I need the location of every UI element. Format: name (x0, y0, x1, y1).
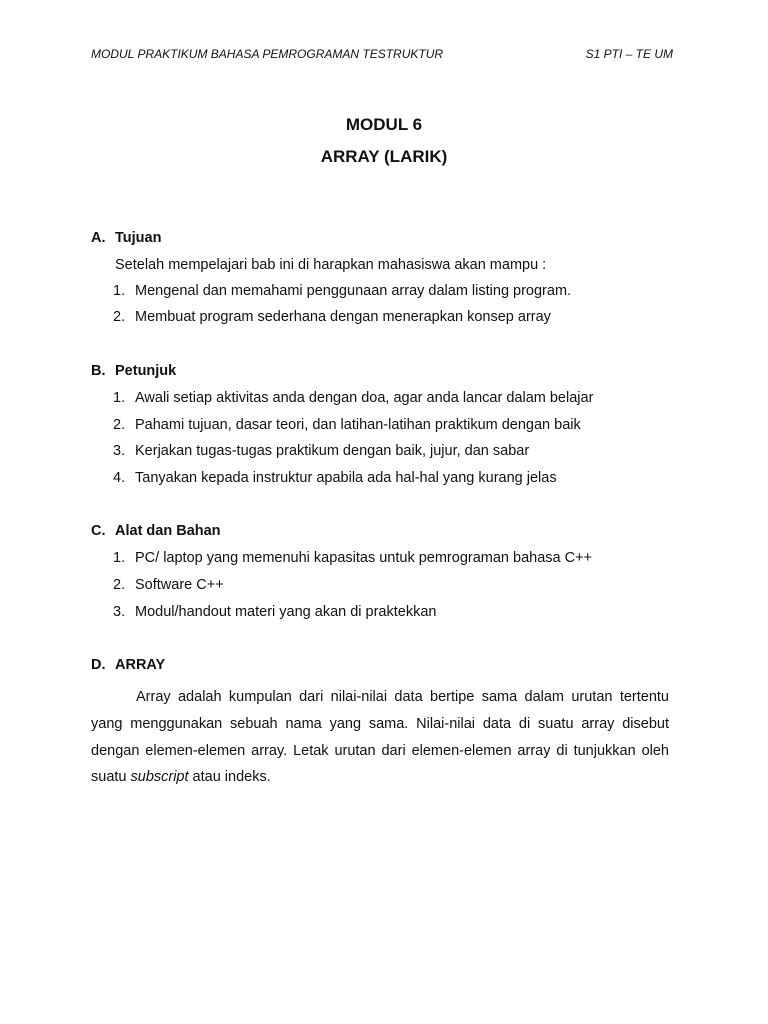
list-number: 3. (113, 443, 126, 459)
header-program-label: S1 PTI – TE UM (585, 47, 673, 61)
list-item (113, 441, 529, 461)
list-number: 1. (113, 283, 126, 299)
list-number: 3. (113, 604, 126, 620)
section-heading-text: ARRAY (115, 657, 166, 673)
header-module-title: MODUL PRAKTIKUM BAHASA PEMROGRAMAN TESTRUKTUR (91, 47, 444, 61)
list-text: Pahami tujuan, dasar teori, dan latihan-latihan praktikum dengan baik (135, 417, 581, 433)
section-heading (91, 228, 671, 248)
paragraph-text: Array adalah kumpulan dari nilai-nilai data bertipe sama dalam urutan tertentu yang menggunakan sebuah nama yang sama. Nilai-nilai data di suatu array disebut dengan elemen-elemen array. Letak urutan dari elemen-elemen array di tunjukkan oleh suatu (91, 689, 669, 786)
section-heading (91, 655, 671, 675)
list-item (113, 602, 436, 622)
list-item (113, 548, 592, 568)
section-array (91, 655, 671, 675)
section-heading (91, 361, 671, 381)
module-number-title: MODUL 6 (345, 115, 423, 134)
section-intro: Setelah mempelajari bab ini di harapkan mahasiswa akan mampu : (115, 257, 547, 273)
section-letter: C. (91, 523, 106, 539)
section-letter: D. (91, 657, 106, 673)
list-item (113, 575, 224, 595)
section-heading (91, 521, 671, 541)
list-text: Tanyakan kepada instruktur apabila ada hal-hal yang kurang jelas (135, 470, 557, 486)
section-letter: A. (91, 230, 106, 246)
section-letter: B. (91, 363, 106, 379)
list-text: Modul/handout materi yang akan di praktekkan (135, 604, 437, 620)
list-item (113, 388, 593, 408)
list-item (113, 468, 557, 488)
list-text: Software C++ (135, 577, 224, 593)
running-header (91, 47, 673, 63)
list-number: 2. (113, 309, 126, 325)
list-text: Kerjakan tugas-tugas praktikum dengan baik, jujur, dan sabar (135, 443, 530, 459)
list-number: 2. (113, 577, 126, 593)
list-item (113, 281, 571, 301)
section-petunjuk (91, 361, 671, 486)
list-number: 4. (113, 470, 126, 486)
list-text: PC/ laptop yang memenuhi kapasitas untuk pemrograman bahasa C++ (135, 550, 593, 566)
list-item (113, 307, 551, 327)
paragraph-italic-term: subscript (130, 769, 189, 786)
paragraph-text-end: atau indeks. (188, 769, 271, 786)
list-text: Awali setiap aktivitas anda dengan doa, agar anda lancar dalam belajar (135, 390, 594, 406)
section-heading-text: Tujuan (115, 230, 162, 246)
array-definition-paragraph (91, 684, 669, 791)
list-number: 1. (113, 550, 126, 566)
list-item (113, 415, 581, 435)
section-heading-text: Alat dan Bahan (115, 523, 221, 539)
list-number: 2. (113, 417, 126, 433)
module-topic-title: ARRAY (LARIK) (320, 147, 448, 166)
list-number: 1. (113, 390, 126, 406)
list-text: Mengenal dan memahami penggunaan array dalam listing program. (135, 283, 572, 299)
section-tujuan (91, 228, 671, 325)
section-heading-text: Petunjuk (115, 363, 177, 379)
section-alat-dan-bahan (91, 521, 671, 620)
list-text: Membuat program sederhana dengan menerapkan konsep array (135, 309, 551, 325)
